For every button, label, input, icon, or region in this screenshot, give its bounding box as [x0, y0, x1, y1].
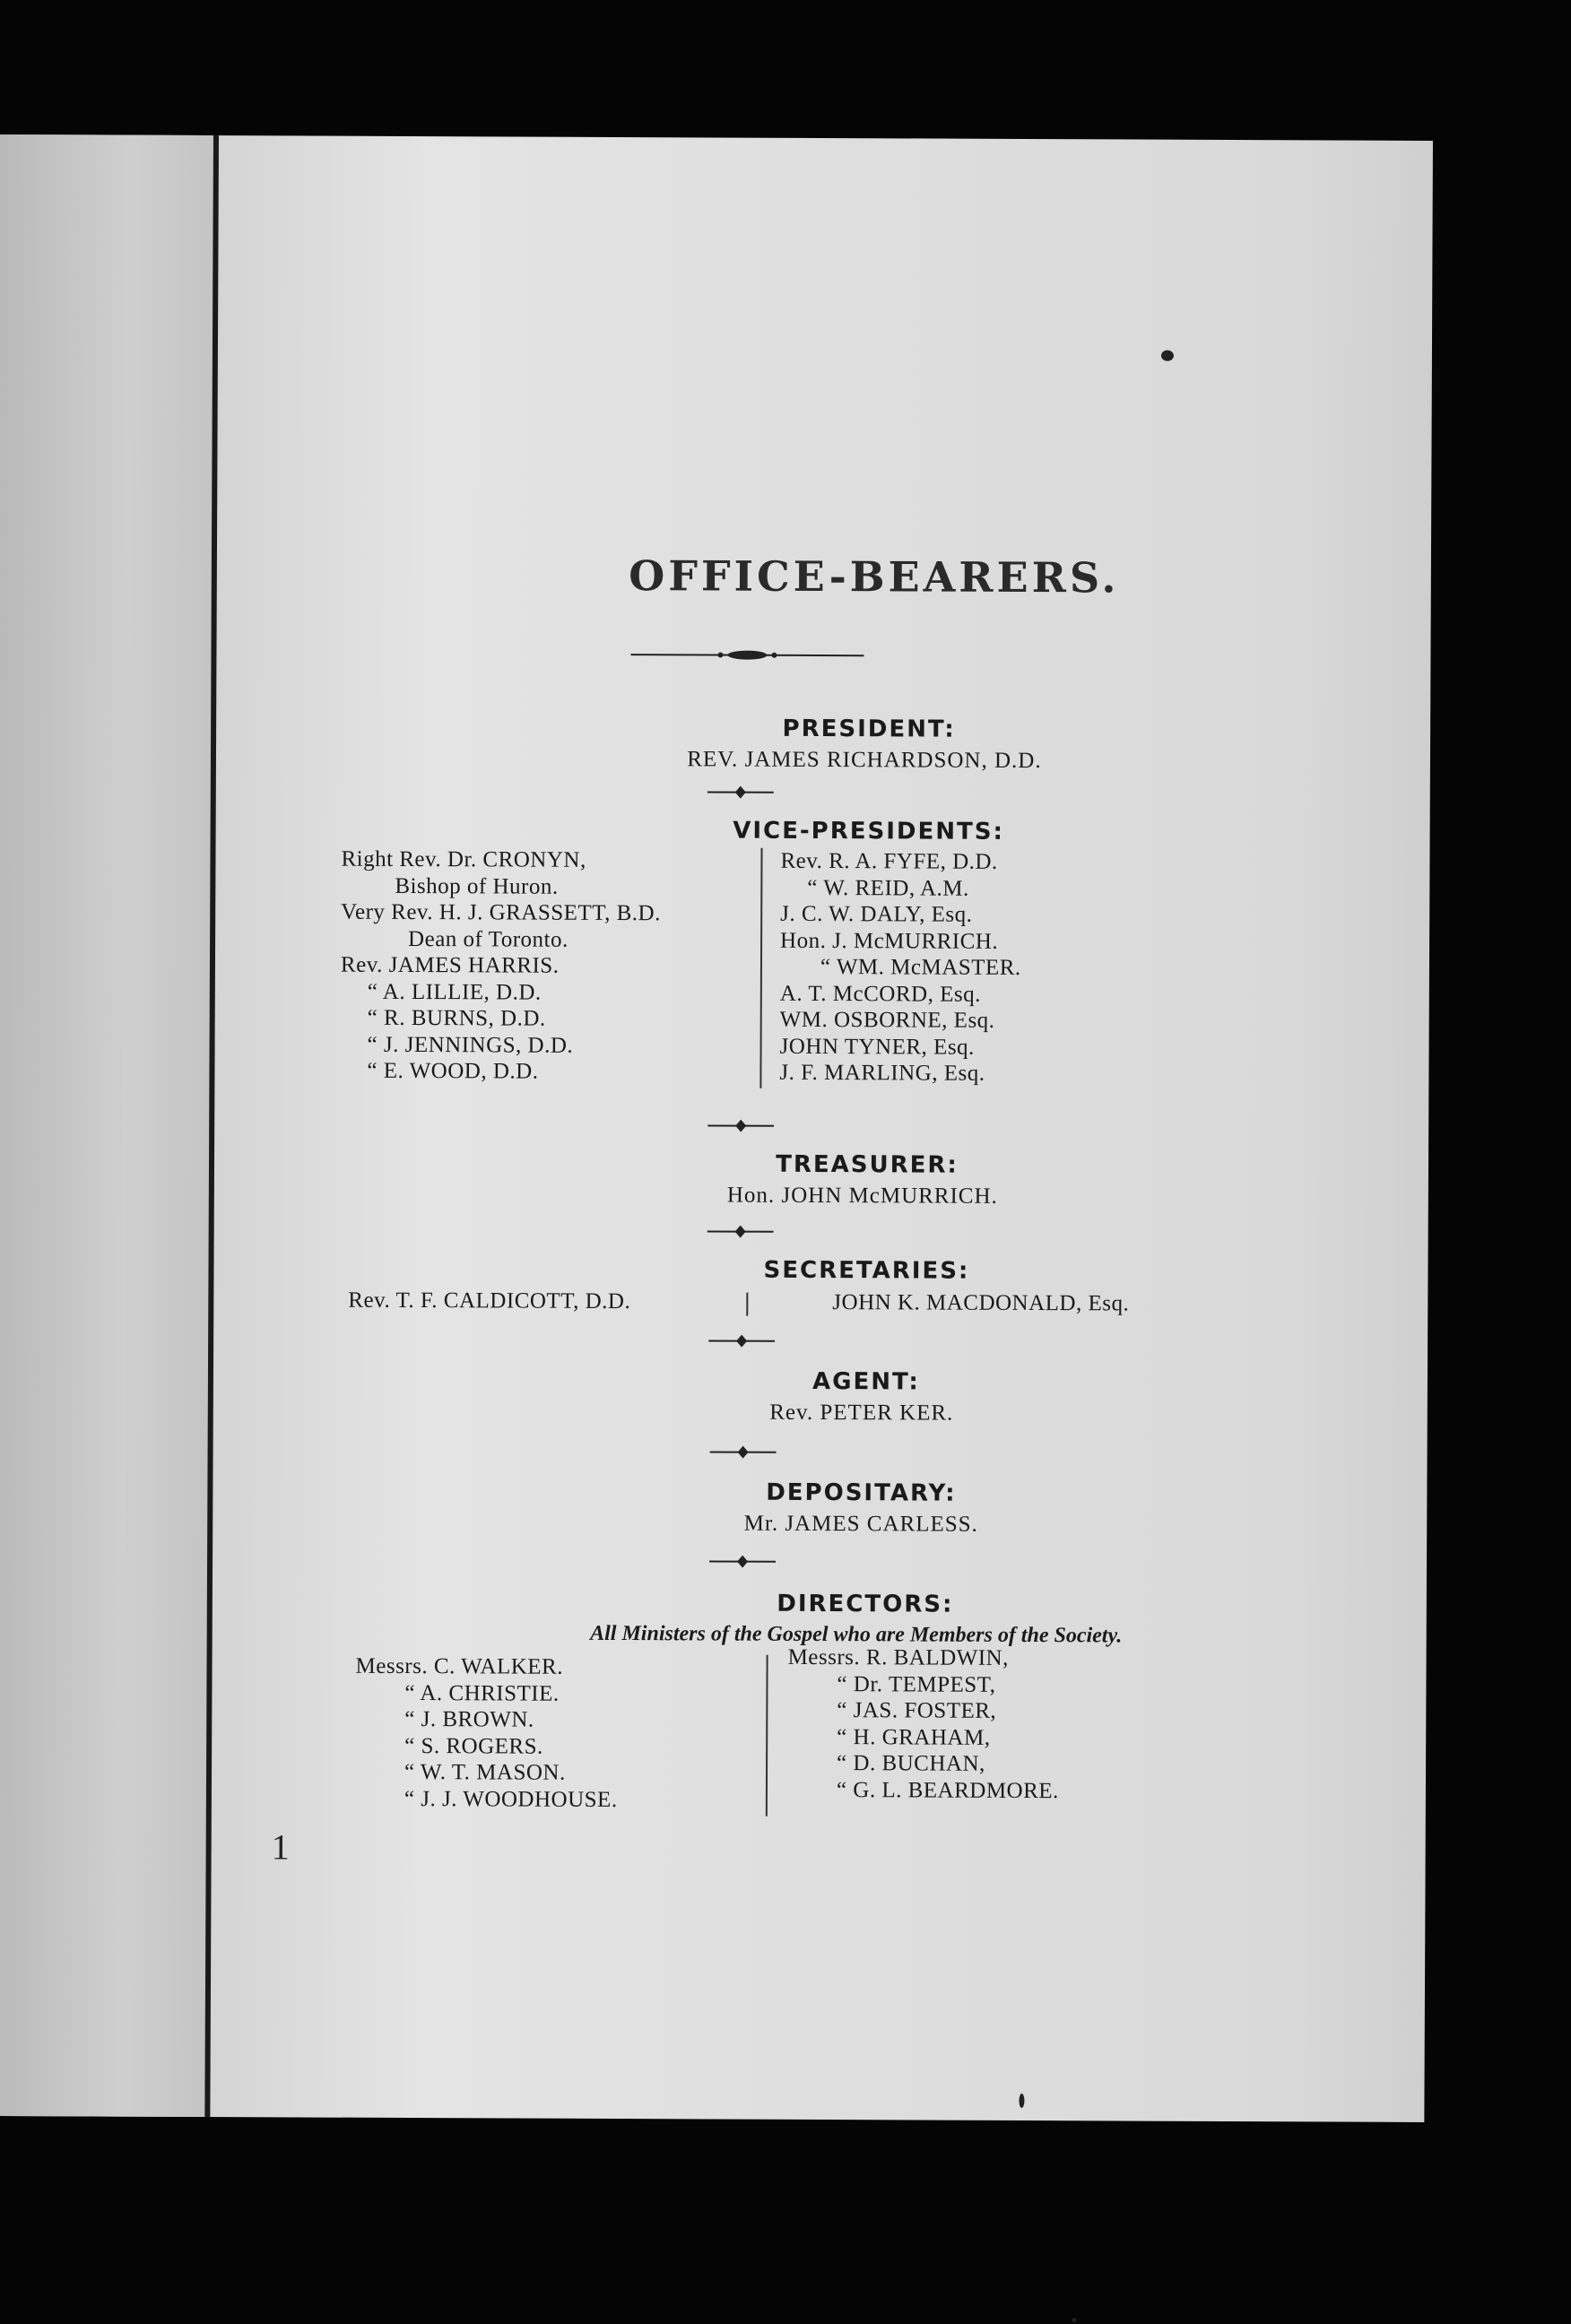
divider-ornament — [709, 1552, 776, 1574]
divider-ornament — [707, 1222, 774, 1244]
ink-speck — [1072, 2318, 1076, 2322]
director-entry: “ J. BROWN. — [355, 1706, 618, 1734]
divider-ornament — [708, 1331, 775, 1353]
treasurer-name: Hon. JOHN McMURRICH. — [216, 1181, 1428, 1211]
vice-president-entry: “ A. LILLIE, D.D. — [341, 978, 661, 1006]
vice-president-entry: Hon. J. McMURRICH. — [780, 927, 1021, 955]
secretary-right: JOHN K. MACDONALD, Esq. — [832, 1289, 1129, 1317]
treasurer-heading: TREASURER: — [216, 1149, 1428, 1181]
vice-president-entry: “ J. JENNINGS, D.D. — [341, 1031, 661, 1059]
vice-president-entry: Very Rev. H. J. GRASSETT, B.D. — [341, 899, 661, 927]
vice-presidents-heading: VICE-PRESIDENTS: — [218, 815, 1430, 847]
divider-ornament — [707, 783, 774, 804]
title-rule-ornament — [630, 644, 864, 666]
president-name: REV. JAMES RICHARDSON, D.D. — [218, 745, 1430, 776]
directors-heading: DIRECTORS: — [214, 1588, 1427, 1620]
director-entry: “ G. L. BEARDMORE. — [787, 1776, 1059, 1804]
director-entry: “ W. T. MASON. — [355, 1759, 618, 1787]
directors-note: All Ministers of the Gospel who are Members of the Society. — [214, 1620, 1427, 1650]
vice-president-entry: J. C. W. DALY, Esq. — [780, 901, 1021, 929]
vice-president-entry: “ W. REID, A.M. — [780, 874, 1021, 902]
agent-heading: AGENT: — [215, 1366, 1428, 1398]
vice-presidents-right-column — [779, 848, 1021, 1088]
ink-speck — [1019, 2094, 1024, 2108]
vice-president-entry: Bishop of Huron. — [341, 872, 661, 900]
director-entry: “ S. ROGERS. — [355, 1732, 618, 1760]
vice-president-entry: WM. OSBORNE, Esq. — [780, 1007, 1021, 1035]
facing-page-edge — [0, 134, 215, 2117]
vice-president-entry: “ E. WOOD, D.D. — [340, 1058, 660, 1086]
director-entry: “ J. J. WOODHOUSE. — [355, 1785, 618, 1813]
vice-president-entry: “ WM. McMASTER. — [780, 954, 1021, 982]
page-title: OFFICE-BEARERS. — [219, 550, 1431, 603]
director-entry: “ D. BUCHAN, — [787, 1750, 1059, 1778]
scanned-sheet — [0, 134, 1433, 2122]
column-divider — [759, 848, 762, 1088]
director-entry: Messrs. R. BALDWIN, — [788, 1644, 1060, 1672]
agent-name: Rev. PETER KER. — [215, 1398, 1428, 1428]
director-entry: “ Dr. TEMPEST, — [787, 1670, 1059, 1698]
depositary-name: Mr. JAMES CARLESS. — [214, 1509, 1427, 1539]
president-heading: PRESIDENT: — [218, 713, 1430, 745]
divider-ornament — [707, 1116, 774, 1138]
column-divider — [766, 1655, 768, 1817]
directors-right-column — [787, 1644, 1060, 1804]
secretary-left: Rev. T. F. CALDICOTT, D.D. — [348, 1288, 630, 1315]
handwritten-page-mark: 1 — [272, 1825, 290, 1868]
secretaries-heading: SECRETARIES: — [215, 1254, 1428, 1287]
depositary-heading: DEPOSITARY: — [214, 1477, 1427, 1509]
vice-president-entry: Right Rev. Dr. CRONYN, — [341, 846, 661, 874]
vice-president-entry: Rev. JAMES HARRIS. — [341, 952, 661, 980]
directors-left-column — [355, 1653, 618, 1813]
vice-president-entry: Dean of Toronto. — [341, 925, 661, 953]
director-entry: “ H. GRAHAM, — [787, 1723, 1059, 1751]
office-bearers-page — [212, 135, 1433, 2122]
vice-president-entry: “ R. BURNS, D.D. — [341, 1005, 661, 1033]
vice-president-entry: J. F. MARLING, Esq. — [779, 1060, 1020, 1088]
vice-president-entry: JOHN TYNER, Esq. — [780, 1033, 1021, 1061]
director-entry: “ A. CHRISTIE. — [355, 1679, 618, 1707]
vice-president-entry: Rev. R. A. FYFE, D.D. — [780, 848, 1021, 876]
director-entry: Messrs. C. WALKER. — [355, 1653, 618, 1681]
ink-speck — [1161, 351, 1174, 361]
director-entry: “ JAS. FOSTER, — [787, 1697, 1059, 1725]
vice-president-entry: A. T. McCORD, Esq. — [780, 980, 1021, 1008]
secretaries-divider — [746, 1293, 748, 1316]
divider-ornament — [710, 1443, 777, 1464]
vice-presidents-left-column — [340, 846, 661, 1086]
